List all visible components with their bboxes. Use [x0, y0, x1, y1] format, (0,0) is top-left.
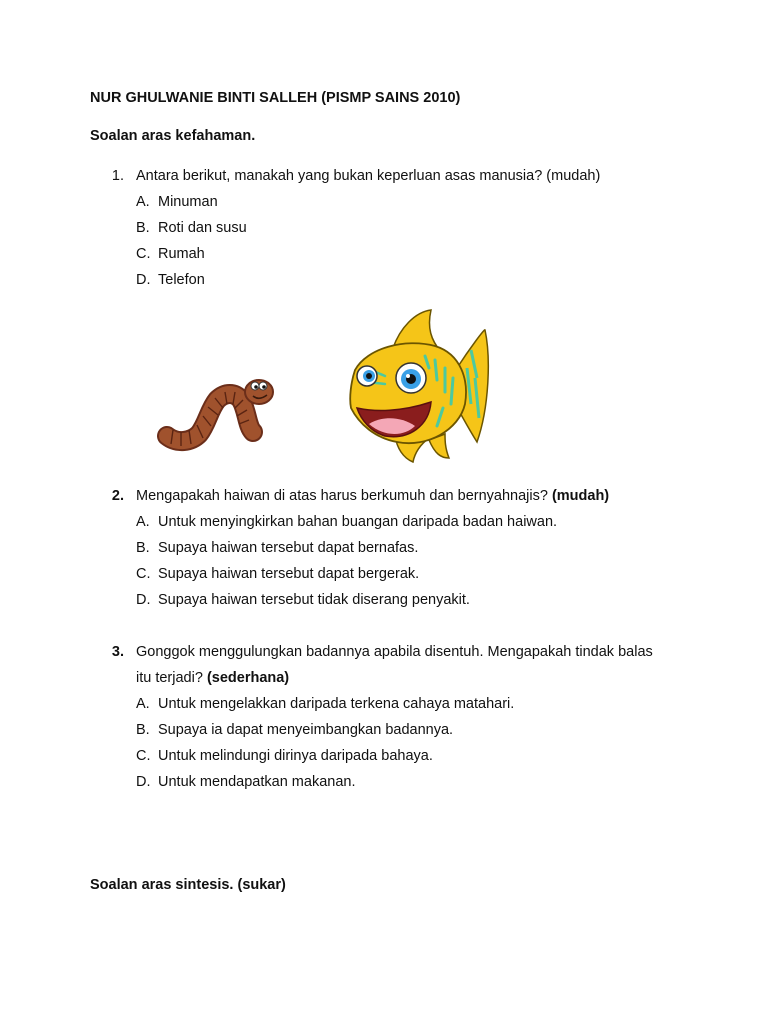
- question-text-line: [136, 488, 609, 504]
- option-text: Untuk melindungi dirinya daripada bahaya.: [158, 748, 433, 764]
- question-text: itu terjadi?: [136, 670, 203, 686]
- section-title-sintesis: Soalan aras sintesis. (sukar): [90, 877, 286, 893]
- option-text: Supaya haiwan tersebut tidak diserang penyakit.: [158, 592, 470, 608]
- section-title-kefahaman: Soalan aras kefahaman.: [90, 128, 256, 144]
- question-text: Gonggok menggulungkan badannya apabila disentuh. Mengapakah tindak balas: [136, 644, 653, 660]
- option-text: Supaya haiwan tersebut dapat bergerak.: [158, 566, 420, 582]
- option-text: Untuk mendapatkan makanan.: [158, 774, 356, 790]
- question-number: 2.: [111, 488, 124, 504]
- difficulty-label: (sederhana): [206, 670, 290, 686]
- option-letter: A.: [136, 194, 150, 210]
- option-text: Rumah: [158, 246, 205, 262]
- question-text: Mengapakah haiwan di atas harus berkumuh dan bernyahnajis?: [136, 488, 548, 504]
- option-text: Roti dan susu: [158, 220, 247, 236]
- worm-body: [167, 392, 253, 446]
- author-heading: NUR GHULWANIE BINTI SALLEH (PISMP SAINS 2010): [90, 90, 461, 106]
- question-text-line: [136, 670, 289, 686]
- option-letter: A.: [136, 514, 150, 530]
- option-text: Supaya ia dapat menyeimbangkan badannya.: [158, 722, 454, 738]
- difficulty-label: (mudah): [551, 488, 610, 504]
- option-letter: B.: [136, 722, 150, 738]
- question-number: 3.: [111, 644, 124, 660]
- worm-illustration: [155, 370, 275, 455]
- option-text: Untuk menyingkirkan bahan buangan daripada badan haiwan.: [158, 514, 558, 530]
- option-letter: C.: [136, 566, 151, 582]
- option-text: Supaya haiwan tersebut dapat bernafas.: [158, 540, 419, 556]
- option-letter: C.: [136, 246, 151, 262]
- option-letter: D.: [136, 592, 151, 608]
- question-number: 1.: [111, 168, 124, 184]
- fish-illustration: [345, 308, 490, 463]
- question-text: Antara berikut, manakah yang bukan keperluan asas manusia? (mudah): [136, 168, 601, 184]
- option-letter: C.: [136, 748, 151, 764]
- option-letter: A.: [136, 696, 150, 712]
- worm-head: [245, 380, 273, 404]
- option-letter: D.: [136, 272, 151, 288]
- option-text: Minuman: [158, 194, 218, 210]
- option-text: Untuk mengelakkan daripada terkena cahaya matahari.: [158, 696, 515, 712]
- option-text: Telefon: [158, 272, 205, 288]
- option-letter: D.: [136, 774, 151, 790]
- option-letter: B.: [136, 540, 150, 556]
- option-letter: B.: [136, 220, 150, 236]
